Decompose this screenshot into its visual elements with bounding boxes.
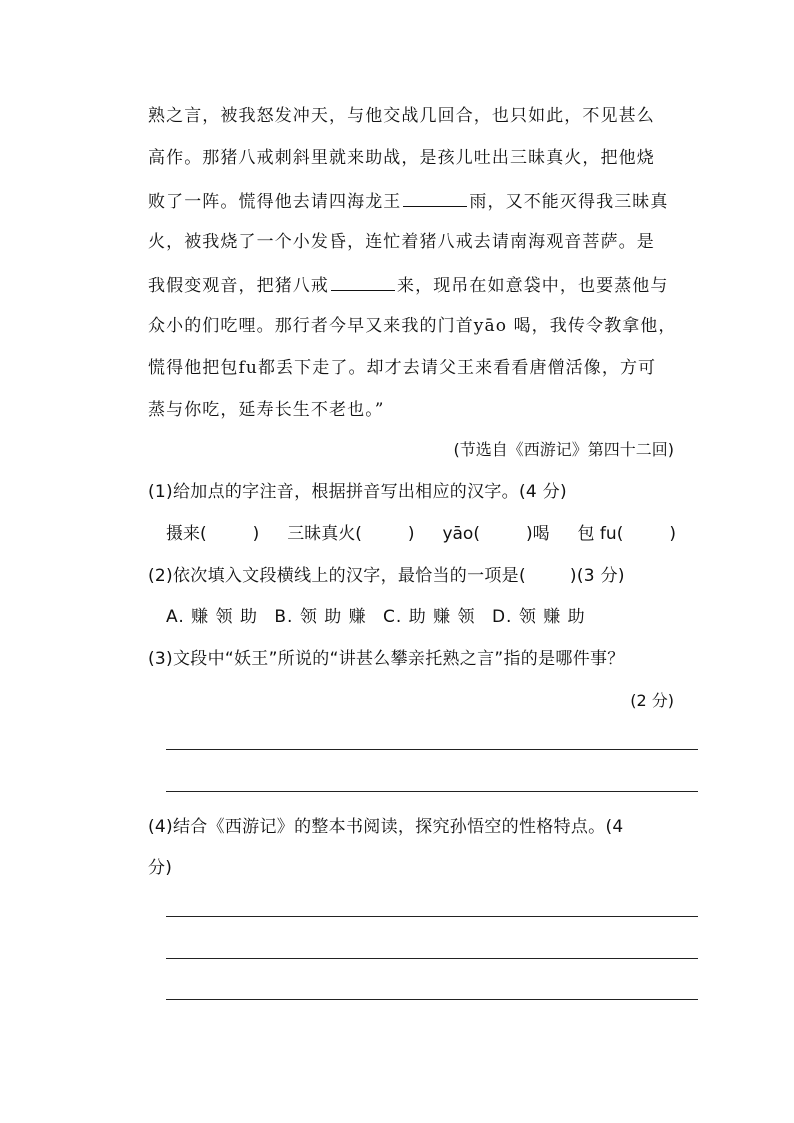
q1-item-2-close: ) <box>407 524 415 544</box>
passage-line-2: 高作。那猪八戒刺斜里就来助战，是孩儿吐出三昧真火，把他烧 <box>148 148 655 168</box>
question-4-answer-line-2[interactable] <box>166 958 698 959</box>
passage-line-8: 蒸与你吃，延寿长生不老也。” <box>148 400 385 420</box>
passage-line-3-start: 败了一阵。慌得他去请四海龙王 <box>148 192 402 212</box>
q1-item-2[interactable] <box>287 522 414 546</box>
q1-item-2-word: 三昧真火( <box>287 524 362 544</box>
option-d[interactable]: D. 领 赚 助 <box>491 607 586 627</box>
passage-line-7: 慌得他把包fu都丢下走了。却才去请父王来看看唐僧活像，方可 <box>148 358 657 378</box>
question-3-answer-line-1[interactable] <box>166 749 698 750</box>
question-4-prompt-line-2: 分) <box>148 858 173 878</box>
question-3-prompt: (3)文段中“妖王”所说的“讲甚么攀亲托熟之言”指的是哪件事？ <box>148 649 625 669</box>
question-2-prompt-end: )(3 分) <box>569 566 625 586</box>
q1-item-4-word: 包 fu( <box>577 524 624 544</box>
passage-line-4: 火，被我烧了一个小发昏，连忙着猪八戒去请南海观音菩萨。是 <box>148 232 655 252</box>
q1-item-4-close: ) <box>669 524 676 544</box>
q1-item-3[interactable] <box>442 522 549 546</box>
q1-item-4[interactable] <box>578 522 676 546</box>
option-a[interactable]: A. 赚 领 助 <box>166 607 258 627</box>
q1-item-1-close: ) <box>252 524 260 544</box>
passage-line-6: 众小的们吃哩。那行者今早又来我的门首yāo 喝，我传令教拿他， <box>148 316 677 336</box>
q1-item-1[interactable] <box>166 522 259 546</box>
fill-blank-2[interactable] <box>331 272 395 291</box>
question-4-answer-line-3[interactable] <box>166 999 698 1000</box>
passage-line-5 <box>148 272 669 298</box>
passage-line-5-start: 我假变观音，把猪八戒 <box>148 276 329 296</box>
question-3-answer-line-2[interactable] <box>166 791 698 792</box>
fill-blank-1[interactable] <box>403 188 467 207</box>
option-b[interactable]: B. 领 助 赚 <box>274 607 367 627</box>
question-4-answer-line-1[interactable] <box>166 916 698 917</box>
q1-item-3-word: yāo( <box>442 524 480 544</box>
q1-item-1-word: 摄来( <box>166 524 207 544</box>
question-1-items <box>166 522 676 546</box>
question-3-score: (2 分) <box>630 691 674 710</box>
question-2-prompt <box>148 564 625 588</box>
passage-source: (节选自《西游记》第四十二回) <box>453 440 674 459</box>
passage-line-5-end: 来，现吊在如意袋中，也要蒸他与 <box>397 276 669 296</box>
q1-item-3-close: )喝 <box>525 524 550 544</box>
passage-line-1: 熟之言，被我怒发冲天，与他交战几回合，也只如此，不见甚么 <box>148 106 655 126</box>
passage-line-3 <box>148 188 669 214</box>
question-2-options <box>166 605 596 629</box>
option-c[interactable]: C. 助 赚 领 <box>383 607 476 627</box>
question-4-prompt-line-1: (4)结合《西游记》的整本书阅读，探究孙悟空的性格特点。(4 <box>148 817 624 837</box>
passage-line-3-end: 雨，又不能灭得我三昧真 <box>469 192 669 212</box>
question-2-prompt-start: (2)依次填入文段横线上的汉字，最恰当的一项是( <box>148 566 526 586</box>
question-1-prompt: (1)给加点的字注音，根据拼音写出相应的汉字。(4 分) <box>148 482 567 502</box>
